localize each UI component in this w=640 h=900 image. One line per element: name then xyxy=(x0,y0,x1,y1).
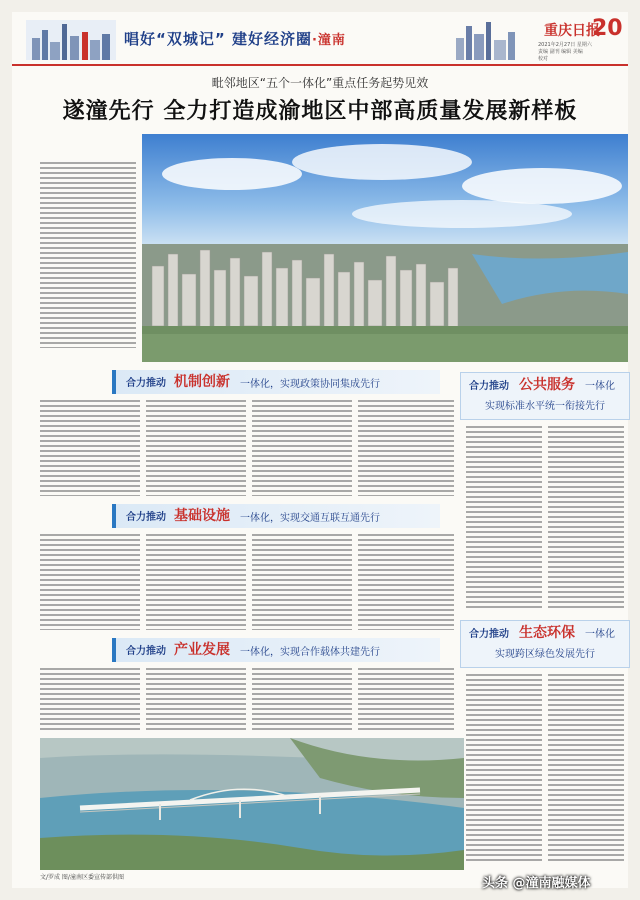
page-number: 20 xyxy=(592,16,623,41)
photo-credit: 文/罗成 图/潼南区委宣传部供图 xyxy=(40,874,124,881)
section-ecology-header: 合力推动 生态环保 一体化 实现跨区绿色发展先行 xyxy=(460,620,630,668)
infrastructure-text-column-2 xyxy=(146,534,246,630)
industry-text-column-4 xyxy=(358,668,454,732)
mechanism-text-column-1 xyxy=(40,400,140,496)
newspaper-name: 重庆日报 xyxy=(544,23,600,39)
newspaper-page xyxy=(12,12,628,891)
section-public-service-header: 合力推动 公共服务 一体化 实现标准水平统一衔接先行 xyxy=(460,372,630,420)
industry-text-column-1 xyxy=(40,668,140,732)
industry-text-column-3 xyxy=(252,668,352,732)
mechanism-text-column-4 xyxy=(358,400,454,496)
section-infrastructure-header: 合力推动 基础设施 一体化，实现交通互联互通先行 xyxy=(112,504,440,528)
city-skyline-illustration xyxy=(26,20,116,60)
ecology-text-column-1 xyxy=(466,674,542,864)
industry-text-column-2 xyxy=(146,668,246,732)
intro-text-column xyxy=(40,162,136,348)
mechanism-text-column-3 xyxy=(252,400,352,496)
public-service-text-column-2 xyxy=(548,426,624,610)
article-headline: 遂潼先行 全力打造成渝地区中部高质量发展新样板 xyxy=(62,99,578,124)
infrastructure-text-column-1 xyxy=(40,534,140,630)
section-mechanism-header: 合力推动 机制创新 一体化，实现政策协同集成先行 xyxy=(112,370,440,394)
issue-meta: 2021年2月27日 星期六 责编 副刊 编辑 美编 校对 xyxy=(538,42,592,62)
masthead xyxy=(12,12,628,66)
mechanism-text-column-2 xyxy=(146,400,246,496)
city-aerial-photo xyxy=(142,134,628,362)
article-kicker: 毗邻地区“五个一体化”重点任务起势见效 xyxy=(211,76,429,90)
ecology-text-column-2 xyxy=(548,674,624,864)
infrastructure-text-column-3 xyxy=(252,534,352,630)
public-service-text-column-1 xyxy=(466,426,542,610)
infrastructure-text-column-4 xyxy=(358,534,454,630)
bridge-aerial-photo xyxy=(40,738,464,870)
source-watermark: 头条 @潼南融媒体 xyxy=(482,876,591,891)
column-slogan: 唱好“双城记” 建好经济圈·潼南 xyxy=(124,30,346,48)
city-tower-illustration xyxy=(452,20,522,60)
section-industry-header: 合力推动 产业发展 一体化，实现合作载体共建先行 xyxy=(112,638,440,662)
